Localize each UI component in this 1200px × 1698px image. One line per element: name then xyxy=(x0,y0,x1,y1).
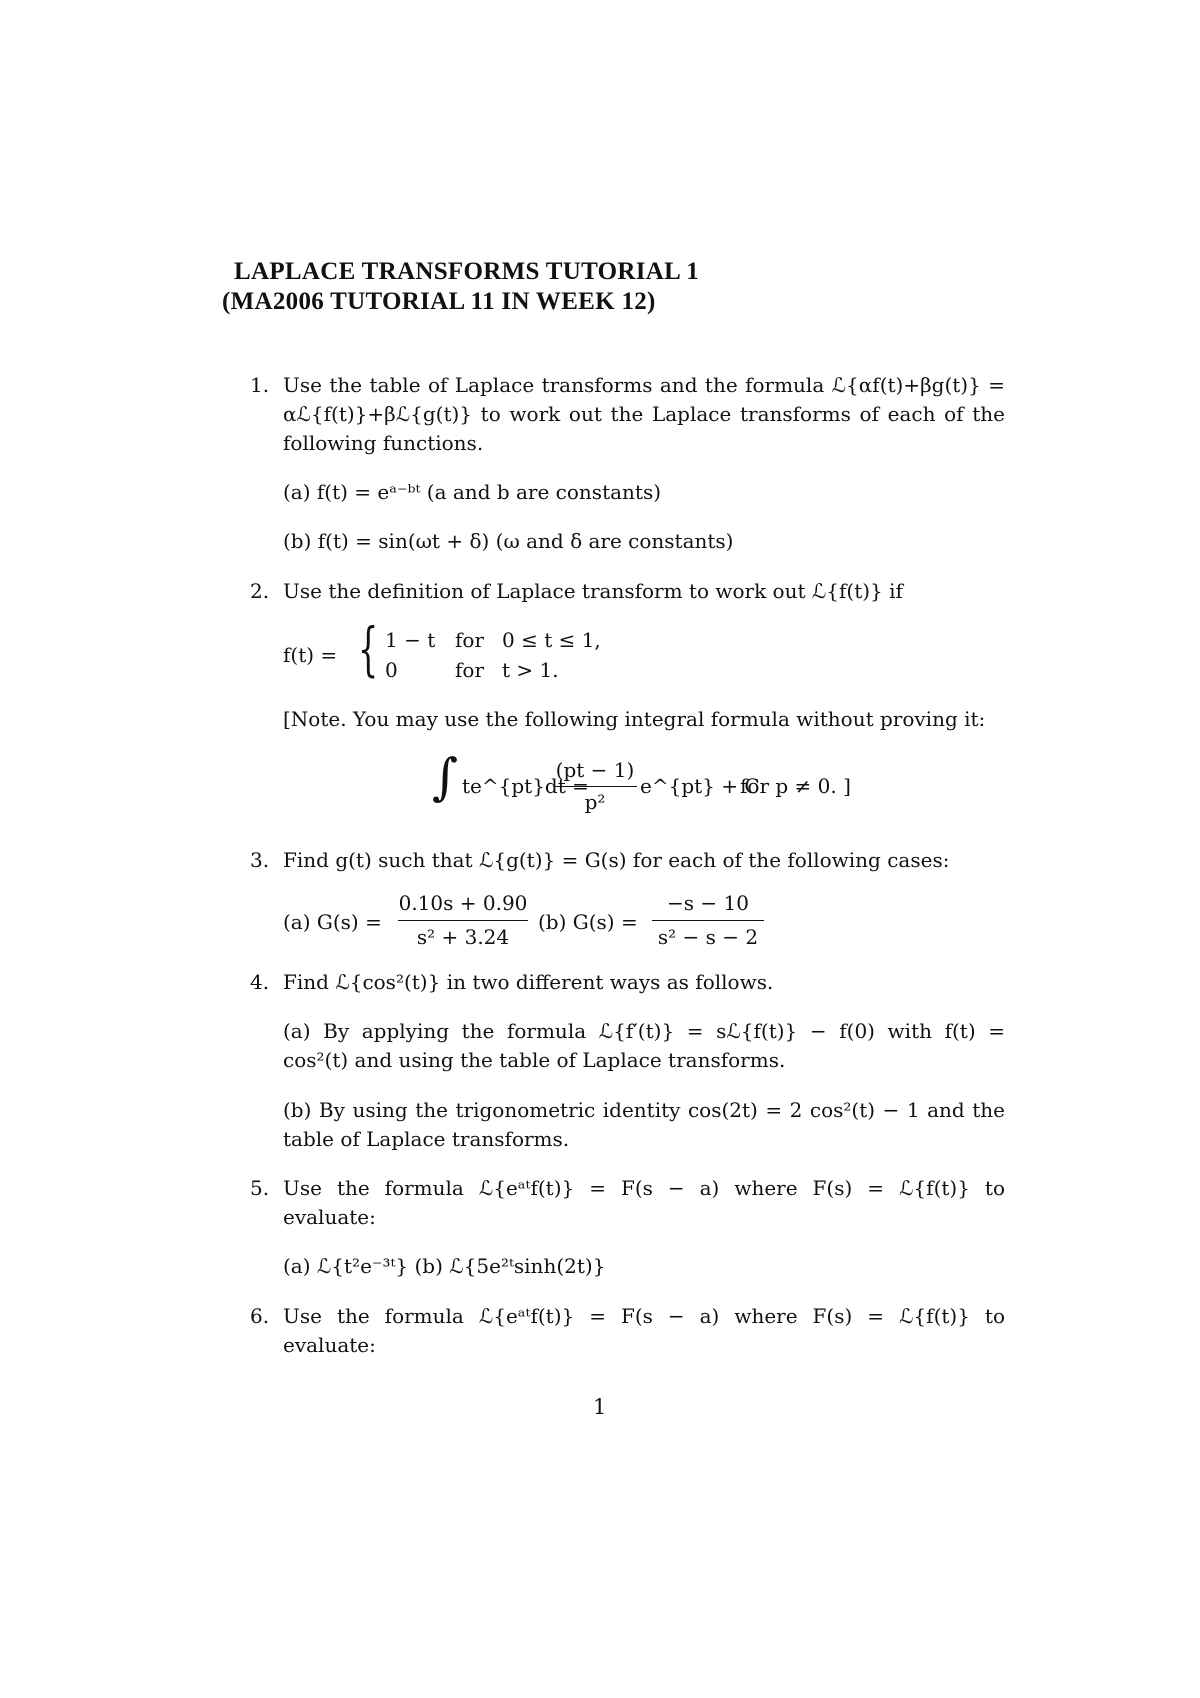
integral-fraction-numerator: (pt − 1) xyxy=(555,758,635,782)
question-4-part-a-line-2: cos²(t) and using the table of Laplace transforms. xyxy=(283,1048,786,1072)
question-3-part-a-label: (a) G(s) = xyxy=(283,910,382,934)
integral-result-tail: e^{pt} + C xyxy=(640,774,760,798)
question-1-part-a: (a) f(t) = eᵃ⁻ᵇᵗ (a and b are constants) xyxy=(283,480,662,504)
integral-condition: for p ≠ 0. ] xyxy=(740,774,851,798)
question-5-parts: (a) ℒ{t²e⁻³ᵗ} (b) ℒ{5e²ᵗsinh(2t)} xyxy=(283,1254,606,1278)
page-number: 1 xyxy=(593,1395,607,1419)
document-subtitle: (MA2006 TUTORIAL 11 IN WEEK 12) xyxy=(222,288,656,315)
question-3-part-a-numerator: 0.10s + 0.90 xyxy=(398,891,528,915)
question-4-part-b-line-2: table of Laplace transforms. xyxy=(283,1127,570,1151)
piecewise-lhs: f(t) = xyxy=(283,643,338,667)
piecewise-case-1-condition: 0 ≤ t ≤ 1, xyxy=(502,628,601,652)
integral-sign: ∫ xyxy=(432,748,459,806)
question-5-number: 5. xyxy=(250,1176,270,1200)
question-1-line-1: Use the table of Laplace transforms and the formula ℒ{αf(t)+βg(t)} = xyxy=(283,373,1005,397)
question-1-part-b: (b) f(t) = sin(ωt + δ) (ω and δ are constants) xyxy=(283,529,734,553)
integral-fraction-bar xyxy=(553,786,637,787)
question-3-part-a-denominator: s² + 3.24 xyxy=(416,925,510,949)
piecewise-case-1-for: for xyxy=(455,628,485,652)
question-2-number: 2. xyxy=(250,579,270,603)
integral-fraction-denominator: p² xyxy=(584,790,606,814)
question-4-number: 4. xyxy=(250,970,270,994)
question-1-number: 1. xyxy=(250,373,270,397)
question-1-line-2: αℒ{f(t)}+βℒ{g(t)} to work out the Laplace transforms of each of the xyxy=(283,402,1005,426)
piecewise-case-1-expr: 1 − t xyxy=(385,628,436,652)
question-1-line-3: following functions. xyxy=(283,431,484,455)
question-3-line-1: Find g(t) such that ℒ{g(t)} = G(s) for each of the following cases: xyxy=(283,848,950,872)
question-6-line-2: evaluate: xyxy=(283,1333,376,1357)
question-3-part-b-label: (b) G(s) = xyxy=(538,910,638,934)
question-3-part-b-numerator: −s − 10 xyxy=(667,891,749,915)
question-3-number: 3. xyxy=(250,848,270,872)
piecewise-brace: { xyxy=(358,615,379,683)
question-2-line-1: Use the definition of Laplace transform to work out ℒ{f(t)} if xyxy=(283,579,903,603)
piecewise-case-2-expr: 0 xyxy=(385,658,398,682)
question-4-line-1: Find ℒ{cos²(t)} in two different ways as follows. xyxy=(283,970,774,994)
piecewise-case-2-condition: t > 1. xyxy=(502,658,559,682)
question-3-part-b-denominator: s² − s − 2 xyxy=(657,925,759,949)
question-4-part-b-line-1: (b) By using the trigonometric identity cos(2t) = 2 cos²(t) − 1 and the xyxy=(283,1098,1005,1122)
piecewise-case-2-for: for xyxy=(455,658,485,682)
question-6-number: 6. xyxy=(250,1304,270,1328)
question-5-line-2: evaluate: xyxy=(283,1205,376,1229)
document-title: LAPLACE TRANSFORMS TUTORIAL 1 xyxy=(234,258,700,285)
question-4-part-a-line-1: (a) By applying the formula ℒ{f′(t)} = sℒ{f(t)} − f(0) with f(t) = xyxy=(283,1019,1005,1043)
question-3-part-a-fraction-bar xyxy=(398,920,528,921)
integral-integrand: te^{pt}dt = xyxy=(462,774,589,798)
question-2-note: [Note. You may use the following integral formula without proving it: xyxy=(283,707,986,731)
question-3-part-b-fraction-bar xyxy=(652,920,764,921)
question-6-line-1: Use the formula ℒ{eᵃᵗf(t)} = F(s − a) where F(s) = ℒ{f(t)} to xyxy=(283,1304,1005,1328)
question-5-line-1: Use the formula ℒ{eᵃᵗf(t)} = F(s − a) where F(s) = ℒ{f(t)} to xyxy=(283,1176,1005,1200)
